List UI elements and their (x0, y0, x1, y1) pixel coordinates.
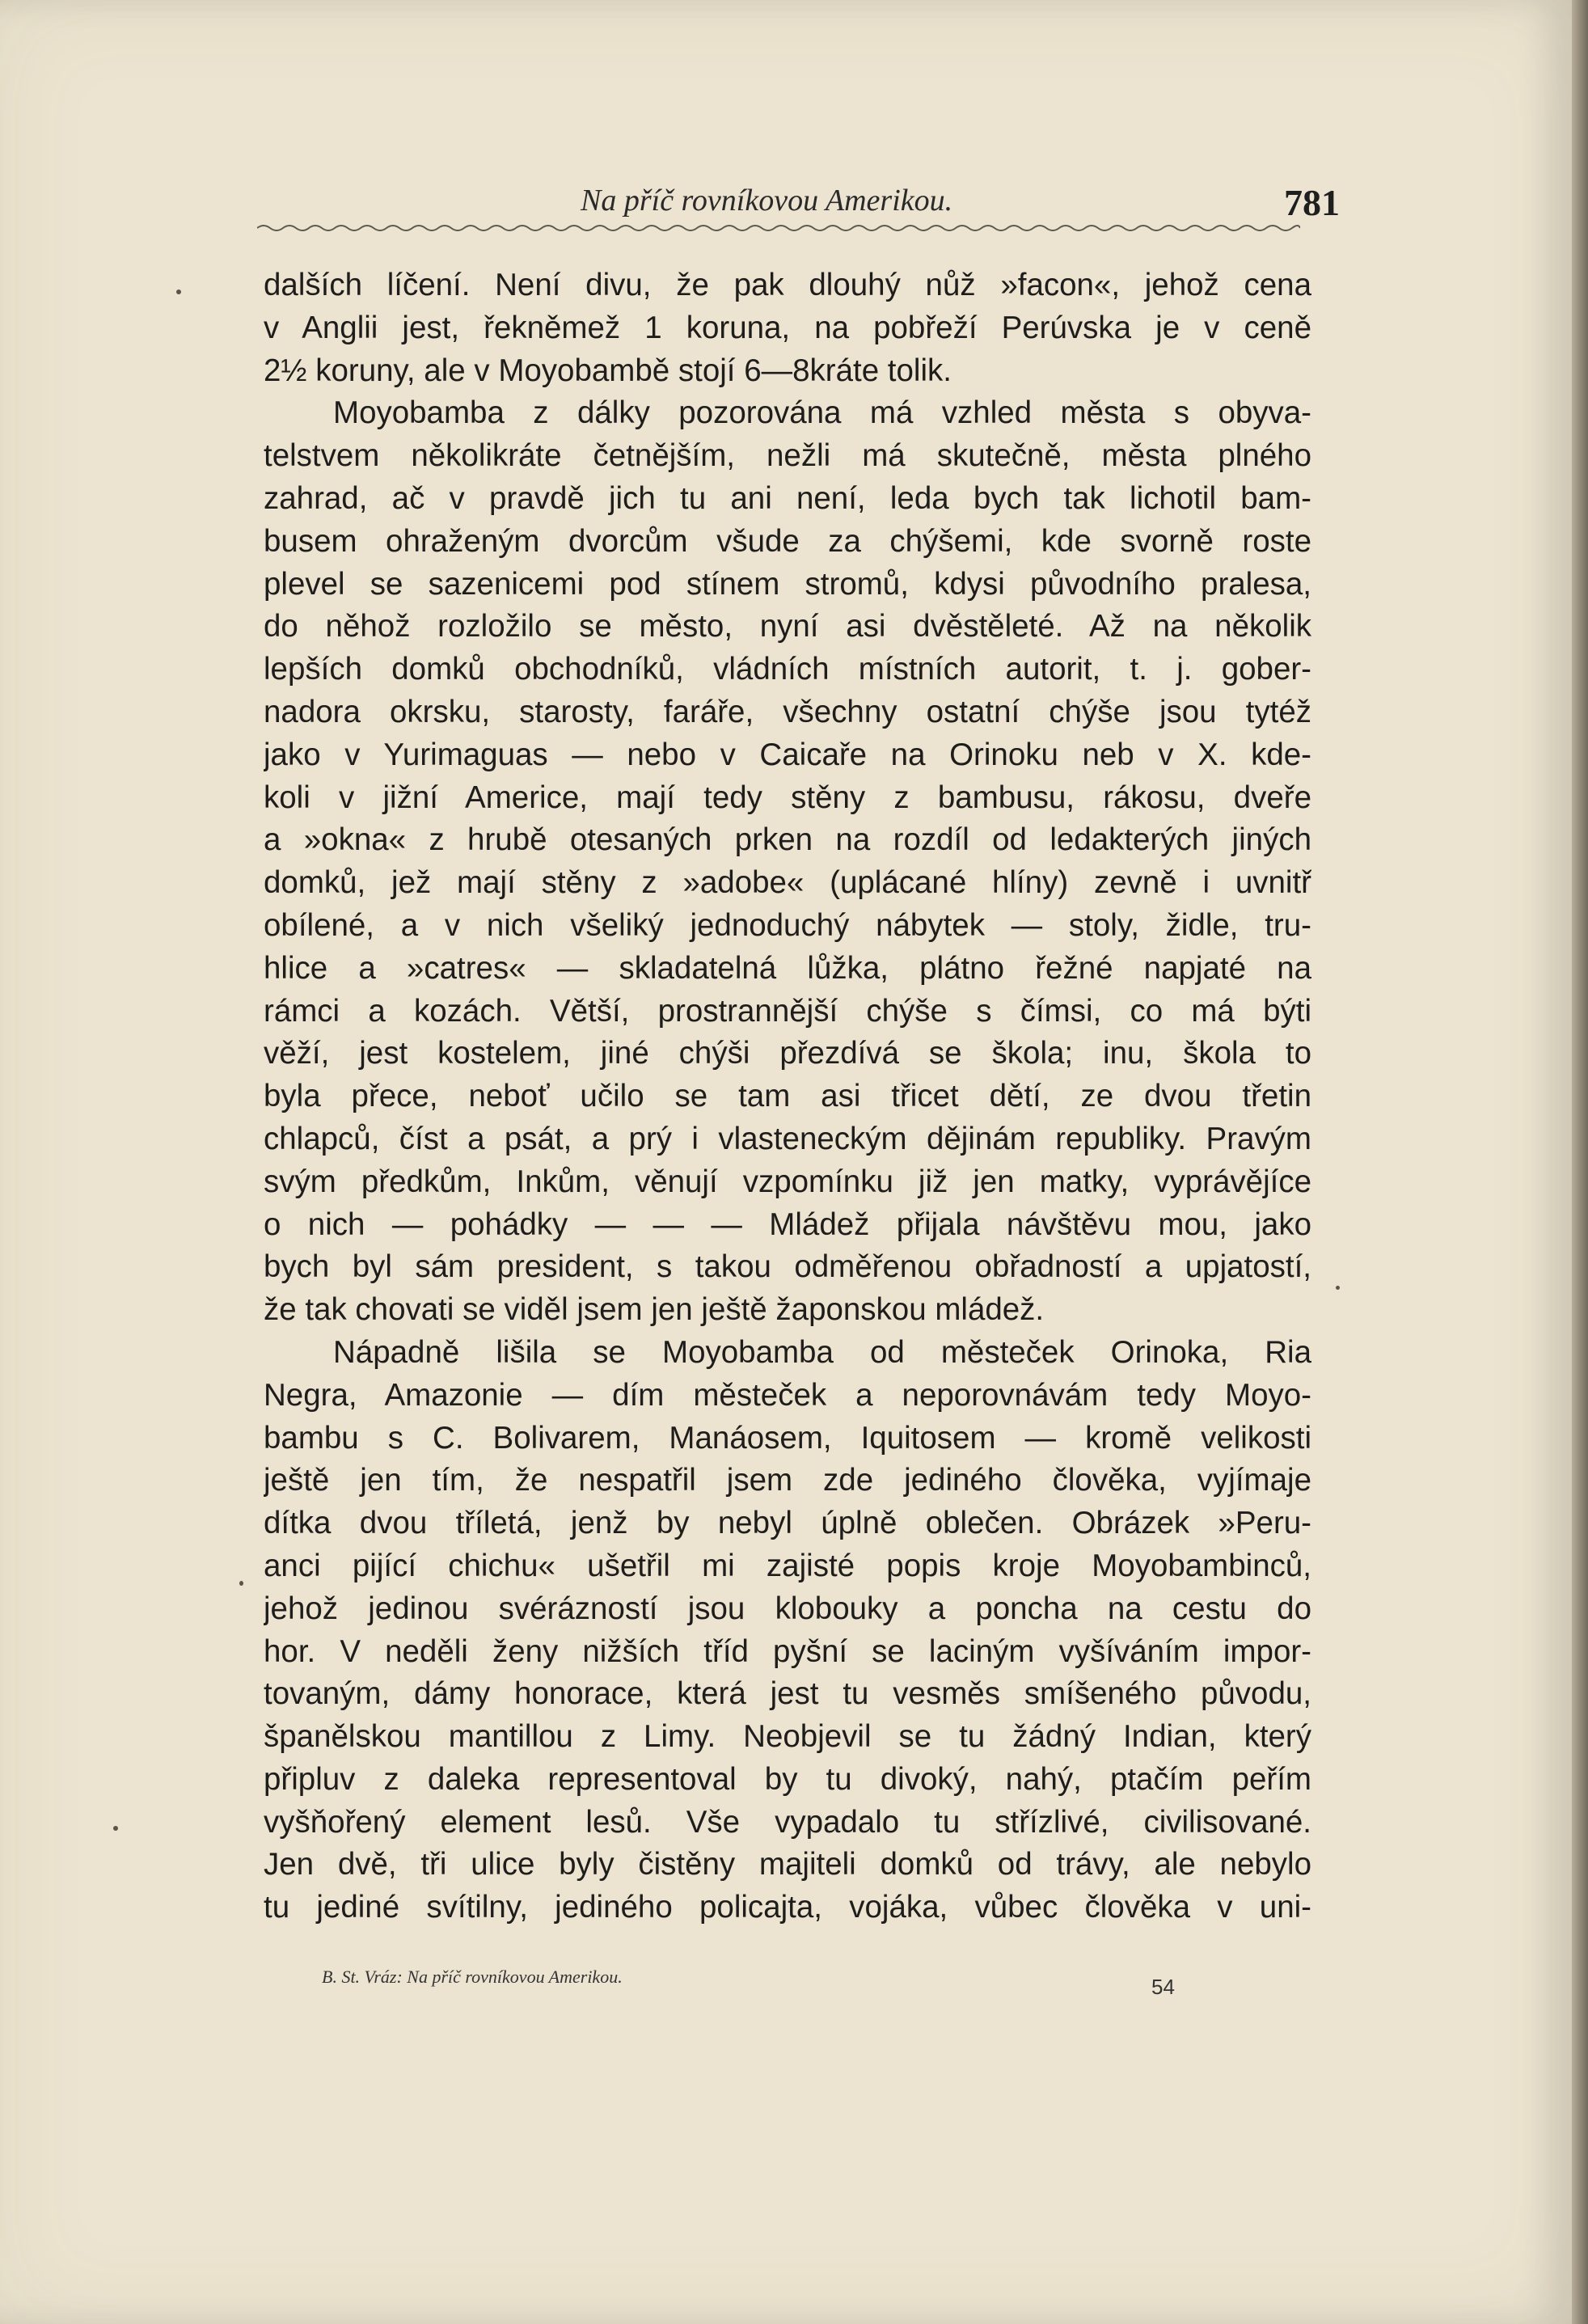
text-line: o nich — pohádky — — — Mládež přijala návštěvu mou, jako (264, 1206, 1311, 1242)
header-ornament-rule (257, 220, 1300, 235)
text-line: v Anglii jest, řekněmež 1 koruna, na pobřeží Perúvska je v ceně (264, 310, 1311, 345)
text-line: do něhož rozložilo se město, nyní asi dvěstěleté. Až na několik (264, 609, 1311, 644)
text-line: koli v jižní Americe, mají tedy stěny z bambusu, rákosu, dveře (264, 780, 1311, 815)
text-line: bambu s C. Bolivarem, Manáosem, Iquitosem — kromě velikosti (264, 1420, 1311, 1456)
text-line: chlapců, číst a psát, a prý i vlasteneckým dějinám republiky. Pravým (264, 1121, 1311, 1156)
text-line: jehož jedinou svérázností jsou klobouky a poncha na cestu do (264, 1591, 1311, 1626)
text-line: Nápadně lišila se Moyobamba od městeček Orinoka, Ria (333, 1334, 1311, 1370)
text-line: hlice a »catres« — skladatelná lůžka, plátno řežné napjaté na (264, 950, 1311, 986)
body-text (264, 264, 1311, 1929)
paper-speck (239, 1581, 243, 1586)
text-line: rámci a kozách. Větší, prostrannější chýše s čímsi, co má býti (264, 993, 1311, 1029)
text-line: dalších líčení. Není divu, že pak dlouhý nůž »facon«, jehož cena (264, 268, 1311, 302)
text-line: tu jediné svítilny, jediného policajta, vojáka, vůbec člověka v uni- (264, 1890, 1311, 1925)
paper-speck (176, 289, 181, 294)
text-line: Jen dvě, tři ulice byly čistěny majiteli domků od trávy, ale nebylo (264, 1847, 1311, 1882)
text-line: hor. V neděli ženy nižších tříd pyšní se laciným vyšíváním impor- (264, 1633, 1311, 1669)
text-line: svým předkům, Inkům, věnují vzpomínku již jen matky, vyprávějíce (264, 1164, 1311, 1199)
text-line: tovaným, dámy honorace, která jest tu vesměs smíšeného původu, (264, 1676, 1311, 1712)
text-line: ještě jen tím, že nespatřil jsem zde jediného člověka, vyjímaje (264, 1463, 1311, 1498)
text-line: španělskou mantillou z Limy. Neobjevil se tu žádný Indian, který (264, 1719, 1311, 1755)
text-line: že tak chovati se viděl jsem jen ještě žaponskou mládež. (264, 1292, 1045, 1328)
text-line: plevel se sazenicemi pod stínem stromů, kdysi původního pralesa, (264, 566, 1311, 602)
text-line: dítka dvou tříletá, jenž by nebyl úplně oblečen. Obrázek »Peru- (264, 1506, 1311, 1541)
text-line: obílené, a v nich všeliký jednoduchý nábytek — stoly, židle, tru- (264, 907, 1311, 943)
text-line: byla přece, neboť učilo se tam asi třicet dětí, ze dvou třetin (264, 1079, 1311, 1114)
paper-speck (113, 1826, 118, 1831)
page-edge (1572, 0, 1588, 2324)
text-line: lepších domků obchodníků, vládních místních autorit, t. j. gober- (264, 652, 1311, 687)
text-line: telstvem několikráte četnějším, nežli má skutečně, města plného (264, 438, 1311, 474)
text-line: busem ohraženým dvorcům všude za chýšemi, kde svorně roste (264, 523, 1311, 559)
text-line: připluv z daleka representoval by tu divoký, nahý, ptačím peřím (264, 1761, 1311, 1797)
text-line: bych byl sám president, s takou odměřenou obřadností a upjatostí, (264, 1249, 1311, 1285)
text-line: domků, jež mají stěny z »adobe« (uplácané hlíny) zevně i uvnitř (264, 865, 1311, 901)
text-line: Negra, Amazonie — dím městeček a neporovnávám tedy Moyo- (264, 1377, 1311, 1413)
text-line: anci pijící chichu« ušetřil mi zajisté popis kroje Moyobambinců, (264, 1548, 1311, 1583)
footer-signature: B. St. Vráz: Na příč rovníkovou Amerikou. (322, 1967, 623, 1987)
text-line: věží, jest kostelem, jiné chýši přezdívá se škola; inu, škola to (264, 1036, 1311, 1071)
page-number: 781 (1284, 182, 1340, 223)
text-line: 2½ koruny, ale v Moyobambě stojí 6—8kráte tolik. (264, 353, 952, 388)
text-line: nadora okrsku, starosty, faráře, všechny ostatní chýše jsou tytéž (264, 694, 1311, 729)
text-line: a »okna« z hrubě otesaných prken na rozdíl od ledakterých jiných (264, 822, 1311, 858)
running-title: Na příč rovníkovou Amerikou. (581, 184, 953, 218)
text-line: Moyobamba z dálky pozorována má vzhled města s obyva- (333, 395, 1311, 431)
text-line: vyšňořený element lesů. Vše vypadalo tu střízlivé, civilisované. (264, 1804, 1311, 1840)
text-line: jako v Yurimaguas — nebo v Caicaře na Orinoku neb v X. kde- (264, 737, 1311, 772)
footer-signature-number: 54 (1151, 1975, 1175, 1999)
text-line: zahrad, ač v pravdě jich tu ani není, leda bych tak lichotil bam- (264, 480, 1311, 516)
paper-speck (1336, 1286, 1340, 1290)
